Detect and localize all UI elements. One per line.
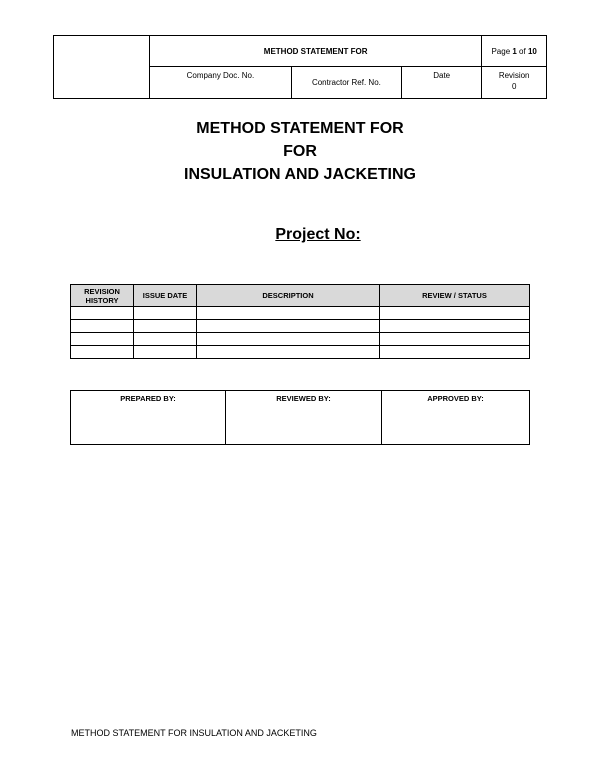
table-cell (134, 346, 197, 359)
table-cell (134, 320, 197, 333)
table-cell (380, 307, 530, 320)
table-cell (380, 320, 530, 333)
project-number-label: Project No: (275, 226, 361, 243)
revision-cell (482, 67, 547, 99)
table-cell (134, 307, 197, 320)
table-cell (197, 333, 380, 346)
table-cell (380, 346, 530, 359)
approved-by-label: APPROVED BY: (382, 391, 530, 445)
prepared-by-label: PREPARED BY: (71, 391, 226, 445)
contractor-ref-label: Contractor Ref. No. (291, 67, 401, 99)
table-row (71, 320, 530, 333)
table-cell (197, 346, 380, 359)
table-cell (197, 307, 380, 320)
table-row (71, 333, 530, 346)
page-number: Page 1 of 10 (482, 36, 547, 67)
col-review-status: REVIEW / STATUS (380, 285, 530, 307)
table-row (71, 307, 530, 320)
table-cell (71, 307, 134, 320)
document-header (53, 35, 547, 99)
col-description: DESCRIPTION (197, 285, 380, 307)
revision-table (70, 284, 530, 359)
table-cell (134, 333, 197, 346)
table-cell (197, 320, 380, 333)
title-line-3: INSULATION AND JACKETING (184, 166, 416, 183)
reviewed-by-label: REVIEWED BY: (226, 391, 382, 445)
title-line-2: FOR (283, 143, 317, 160)
company-doc-label: Company Doc. No. (149, 67, 291, 99)
signature-table (70, 390, 530, 445)
table-cell (71, 320, 134, 333)
table-row (71, 346, 530, 359)
header-title: METHOD STATEMENT FOR (149, 36, 481, 67)
logo-area (54, 36, 150, 99)
revision-value: 0 (511, 82, 517, 91)
col-issue-date: ISSUE DATE (134, 285, 197, 307)
table-cell (380, 333, 530, 346)
date-label: Date (402, 67, 482, 99)
table-cell (71, 333, 134, 346)
revision-label: Revision (498, 71, 530, 80)
document-title (0, 117, 600, 186)
page-footer: METHOD STATEMENT FOR INSULATION AND JACKETING (71, 728, 317, 738)
col-revision-history: REVISION HISTORY (71, 285, 134, 307)
title-line-1: METHOD STATEMENT FOR (196, 120, 404, 137)
table-cell (71, 346, 134, 359)
